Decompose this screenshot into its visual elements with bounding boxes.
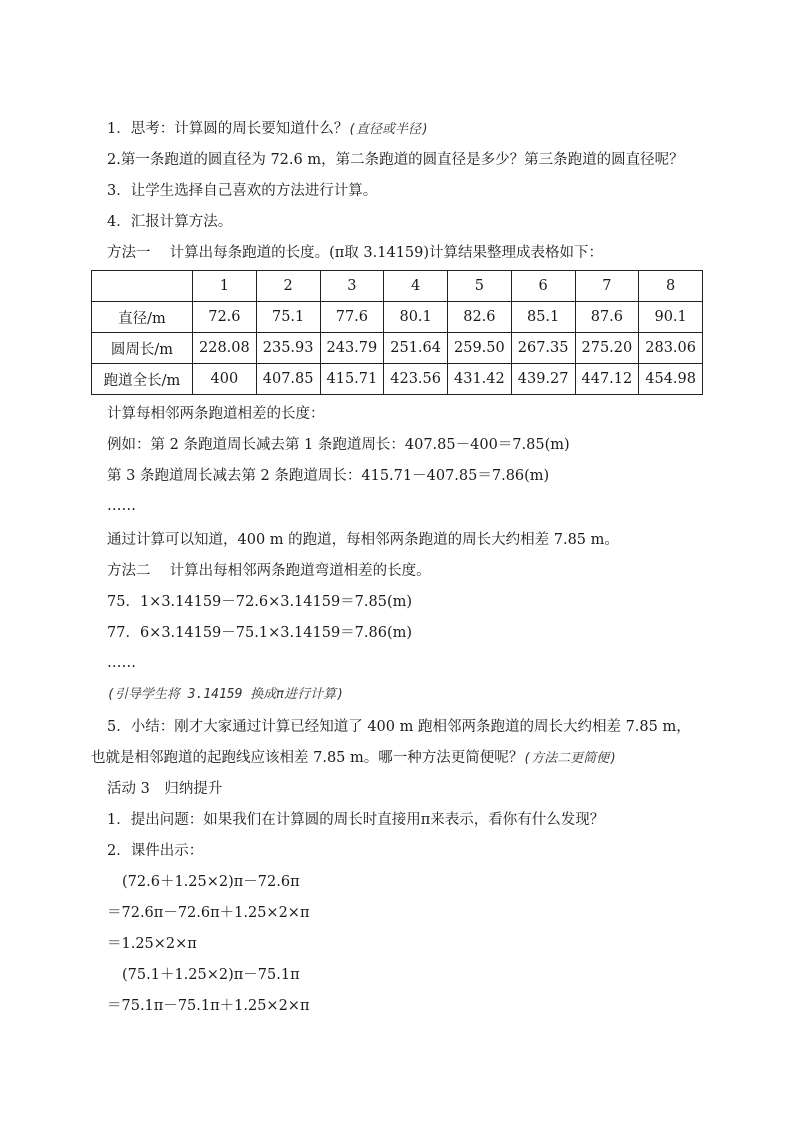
table-cell: 400 [193, 364, 257, 395]
table-cell: 259.50 [448, 333, 512, 364]
expression-line: ＝1.25×2×π [107, 936, 197, 952]
table-cell: 431.42 [448, 364, 512, 395]
question-1-answer-note: (直径或半径) [348, 122, 429, 137]
table-header-cell: 5 [448, 271, 512, 302]
table-cell: 251.64 [384, 333, 448, 364]
expression-line: (75.1＋1.25×2)π－75.1π [122, 967, 300, 983]
ellipsis: …… [107, 498, 136, 514]
table-cell: 454.98 [639, 364, 703, 395]
table-cell: 77.6 [320, 302, 384, 333]
table-cell: 447.12 [575, 364, 639, 395]
table-cell: 87.6 [575, 302, 639, 333]
question-2: 2.第一条跑道的圆直径为 72.6 m，第二条跑道的圆直径是多少？第三条跑道的圆直径呢？ [107, 152, 684, 168]
method-2-heading: 方法二 计算出每相邻两条跑道弯道相差的长度。 [107, 563, 431, 579]
conclusion: 通过计算可以知道，400 m 的跑道，每相邻两条跑道的周长大约相差 7.85 m。 [107, 532, 619, 548]
table-header-cell: 3 [320, 271, 384, 302]
activity-question-2: 2．课件出示： [107, 843, 204, 859]
table-header-cell: 6 [511, 271, 575, 302]
table-header-cell: 7 [575, 271, 639, 302]
table-cell: 283.06 [639, 333, 703, 364]
table-header-row [92, 271, 703, 302]
table-cell: 90.1 [639, 302, 703, 333]
table-cell: 267.35 [511, 333, 575, 364]
table-header-cell: 1 [193, 271, 257, 302]
summary-line-2 [91, 748, 617, 769]
expression-line: ＝72.6π－72.6π＋1.25×2×π [107, 905, 310, 921]
method-1-heading: 方法一 计算出每条跑道的长度。(π取 3.14159)计算结果整理成表格如下： [107, 245, 604, 261]
table-cell: 275.20 [575, 333, 639, 364]
table-cell: 243.79 [320, 333, 384, 364]
formula-line-2: 77．6×3.14159－75.1×3.14159＝7.86(m) [107, 625, 413, 641]
table-cell: 75.1 [256, 302, 320, 333]
formula-line-1: 75．1×3.14159－72.6×3.14159＝7.85(m) [107, 594, 413, 610]
question-4: 4．汇报计算方法。 [107, 214, 233, 230]
example-line-2: 第 3 条跑道周长减去第 2 条跑道周长：415.71－407.85＝7.86(m) [107, 468, 550, 484]
table-cell: 228.08 [193, 333, 257, 364]
table-cell: 82.6 [448, 302, 512, 333]
table-cell: 439.27 [511, 364, 575, 395]
table-row-label: 直径/m [92, 302, 193, 333]
activity-3-heading: 活动 3 归纳提升 [107, 781, 223, 797]
summary-line-2-text: 也就是相邻跑道的起跑线应该相差 7.85 m。哪一种方法更简便呢？ [91, 750, 524, 766]
table-cell: 80.1 [384, 302, 448, 333]
example-line-1: 例如：第 2 条跑道周长减去第 1 条跑道周长：407.85－400＝7.85(m) [107, 437, 570, 453]
ellipsis: …… [107, 655, 136, 671]
activity-question-1: 1．提出问题：如果我们在计算圆的周长时直接用π来表示，看你有什么发现？ [107, 812, 605, 828]
guide-note: (引导学生将 3.14159 换成π进行计算) [107, 687, 344, 702]
table-row-track-total [92, 364, 703, 395]
table-row-label: 跑道全长/m [92, 364, 193, 395]
table-header-cell: 2 [256, 271, 320, 302]
difference-intro: 计算每相邻两条跑道相差的长度： [107, 406, 325, 422]
expression-line: (72.6＋1.25×2)π－72.6π [122, 874, 300, 890]
summary-line-1: 5．小结：刚才大家通过计算已经知道了 400 m 跑相邻两条跑道的周长大约相差 7.85 m， [107, 719, 691, 735]
table-row-diameter [92, 302, 703, 333]
table-cell: 72.6 [193, 302, 257, 333]
table-header-cell: 4 [384, 271, 448, 302]
question-1 [107, 119, 429, 140]
table-cell: 423.56 [384, 364, 448, 395]
question-1-text: 1．思考：计算圆的周长要知道什么？ [107, 121, 349, 137]
table-cell: 415.71 [320, 364, 384, 395]
table-row-label: 圆周长/m [92, 333, 193, 364]
table-cell: 407.85 [256, 364, 320, 395]
table-cell: 235.93 [256, 333, 320, 364]
summary-answer-note: (方法二更简便) [523, 751, 617, 766]
table-header-cell [92, 271, 193, 302]
table-cell: 85.1 [511, 302, 575, 333]
expression-line: ＝75.1π－75.1π＋1.25×2×π [107, 998, 310, 1014]
table-row-circumference [92, 333, 703, 364]
table-header-cell: 8 [639, 271, 703, 302]
question-3: 3．让学生选择自己喜欢的方法进行计算。 [107, 183, 378, 199]
track-length-table [91, 270, 703, 395]
